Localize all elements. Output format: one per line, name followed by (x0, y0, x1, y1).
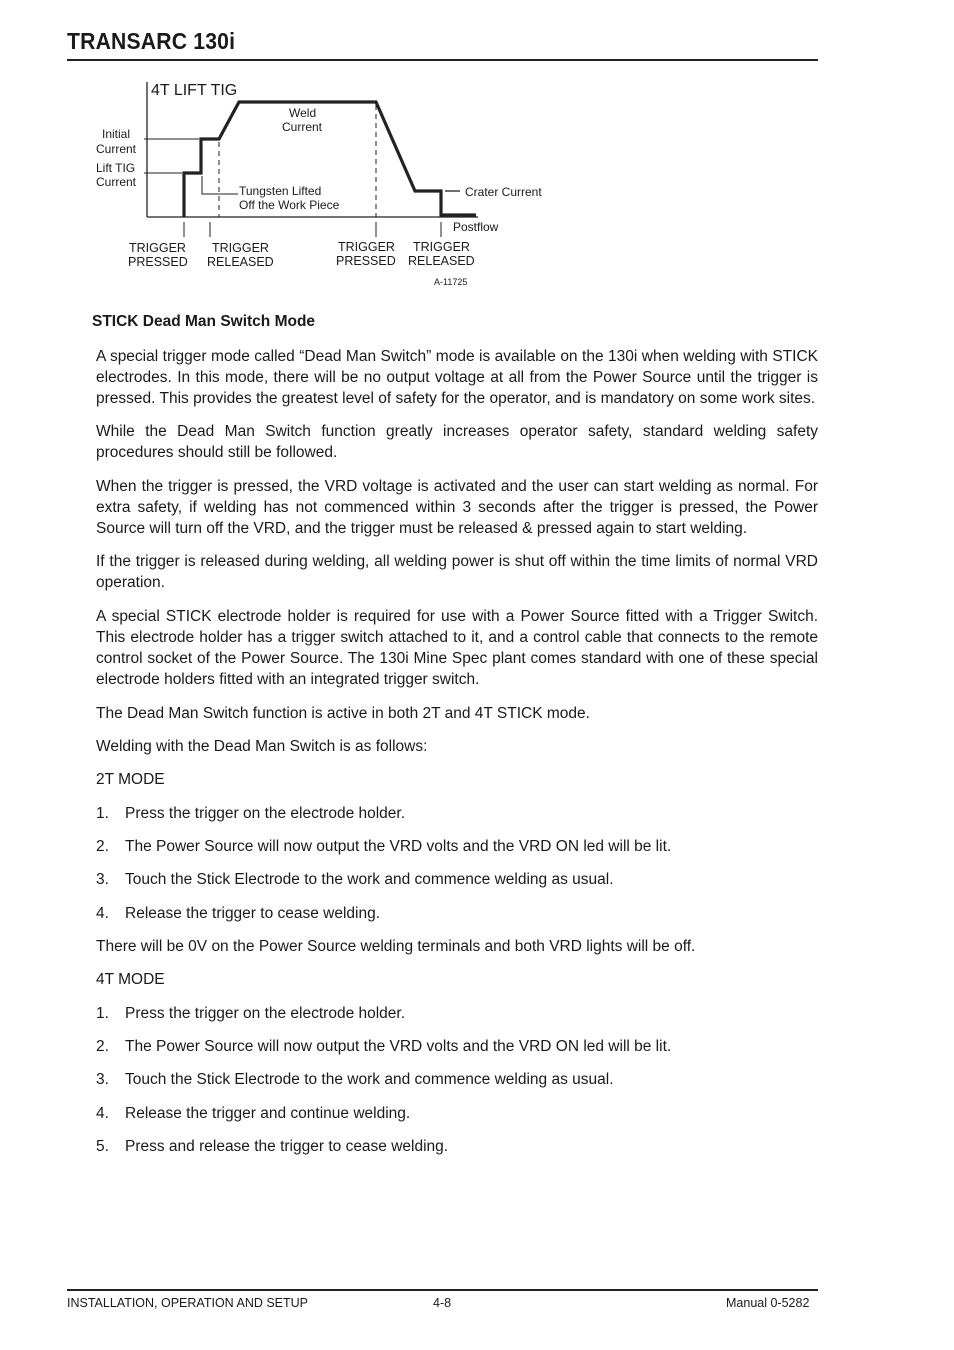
label-trigger-pressed-2a: TRIGGER (338, 240, 395, 254)
step-number: 2. (96, 838, 109, 855)
paragraph-5: A special STICK electrode holder is required for use with a Power Source fitted with a Trigger Switch. This electrode holder has a trigger switch attached to it, and a control cable that connects to the remote control socket of the Power Source. The 130i Mine Spec plant comes standard with one of these special electrode holders fitted with an integrated trigger switch. (96, 608, 818, 688)
label-trigger-released-1b: RELEASED (207, 255, 274, 269)
label-trigger-pressed-2b: PRESSED (336, 254, 396, 268)
step-number: 5. (96, 1138, 109, 1155)
paragraph-4: If the trigger is released during welding, all welding power is shut off within the time limits of normal VRD operation. (96, 553, 818, 591)
step-number: 4. (96, 905, 109, 922)
step-text: Press and release the trigger to cease welding. (125, 1138, 449, 1155)
label-weld-current-2: Current (282, 120, 323, 134)
paragraph-6: The Dead Man Switch function is active in both 2T and 4T STICK mode. (96, 705, 590, 722)
step-text: The Power Source will now output the VRD volts and the VRD ON led will be lit. (125, 1038, 672, 1055)
paragraph-2: While the Dead Man Switch function greatly increases operator safety, standard welding safety procedures should still be followed. (96, 423, 818, 461)
paragraph-1: A special trigger mode called “Dead Man Switch” mode is available on the 130i when welding with STICK electrodes. In this mode, there will be no output voltage at all from the Power Source until the trigger is pressed. This provides the greatest level of safety for the operator, and is mandatory on some work sites. (96, 348, 818, 407)
label-weld-current-1: Weld (289, 106, 317, 120)
step-text: Release the trigger and continue welding. (125, 1105, 411, 1122)
footer-divider (67, 1289, 818, 1291)
footer-manual-number: Manual 0-5282 (726, 1296, 810, 1310)
mode-2t-step (96, 903, 818, 924)
mode-2t-step (96, 803, 818, 824)
step-number: 1. (96, 1005, 109, 1022)
step-text: Press the trigger on the electrode holder. (125, 805, 406, 822)
paragraph-3: When the trigger is pressed, the VRD voltage is activated and the user can start welding as normal. For extra safety, if welding has not commenced within 3 seconds after the trigger is pressed, the Power Source will turn off the VRD, and the trigger must be released & pressed again to start welding. (96, 478, 818, 537)
mode-4t-step (96, 1003, 818, 1024)
step-text: Touch the Stick Electrode to the work and commence welding as usual. (125, 871, 614, 888)
mode-4t-step (96, 1103, 818, 1124)
label-initial-current-1: Initial (102, 127, 131, 141)
label-crater-current: Crater Current (465, 185, 542, 199)
mode-4t-step (96, 1069, 818, 1090)
step-text: Touch the Stick Electrode to the work and commence welding as usual. (125, 1071, 614, 1088)
label-lift-tig-1: Lift TIG (96, 161, 136, 175)
label-trigger-released-1a: TRIGGER (212, 241, 269, 255)
paragraph-7: Welding with the Dead Man Switch is as follows: (96, 738, 428, 755)
footer-page-number: 4-8 (433, 1296, 452, 1310)
label-initial-current-2: Current (96, 142, 137, 156)
label-postflow: Postflow (453, 220, 499, 234)
diagram-title: 4T LIFT TIG (151, 82, 238, 99)
footer-section-name: INSTALLATION, OPERATION AND SETUP (67, 1296, 309, 1310)
label-tungsten-lifted-2: Off the Work Piece (239, 198, 340, 212)
mode-2t-heading: 2T MODE (96, 771, 165, 788)
figure-id: A-11725 (434, 277, 468, 287)
label-lift-tig-2: Current (96, 175, 137, 189)
label-trigger-released-2a: TRIGGER (413, 240, 470, 254)
mode-2t-step (96, 869, 818, 890)
step-number: 4. (96, 1105, 109, 1122)
lift-tig-diagram (88, 72, 568, 294)
step-number: 2. (96, 1038, 109, 1055)
step-text: The Power Source will now output the VRD volts and the VRD ON led will be lit. (125, 838, 672, 855)
label-trigger-pressed-1b: PRESSED (128, 255, 188, 269)
label-trigger-released-2b: RELEASED (408, 254, 475, 268)
mode-2t-note: There will be 0V on the Power Source welding terminals and both VRD lights will be off. (96, 938, 696, 955)
step-text: Release the trigger to cease welding. (125, 905, 381, 922)
step-number: 3. (96, 1071, 109, 1088)
mode-4t-heading: 4T MODE (96, 971, 165, 988)
step-number: 3. (96, 871, 109, 888)
step-text: Press the trigger on the electrode holder. (125, 1005, 406, 1022)
label-trigger-pressed-1a: TRIGGER (129, 241, 186, 255)
mode-4t-step (96, 1036, 818, 1057)
page-header-title: TRANSARC 130i (67, 28, 236, 54)
mode-4t-step (96, 1136, 818, 1157)
tungsten-lifted-pointer (202, 176, 238, 194)
mode-2t-step (96, 836, 818, 857)
section-title: STICK Dead Man Switch Mode (92, 313, 316, 330)
label-tungsten-lifted-1: Tungsten Lifted (239, 184, 322, 198)
header-divider (67, 59, 818, 61)
step-number: 1. (96, 805, 109, 822)
